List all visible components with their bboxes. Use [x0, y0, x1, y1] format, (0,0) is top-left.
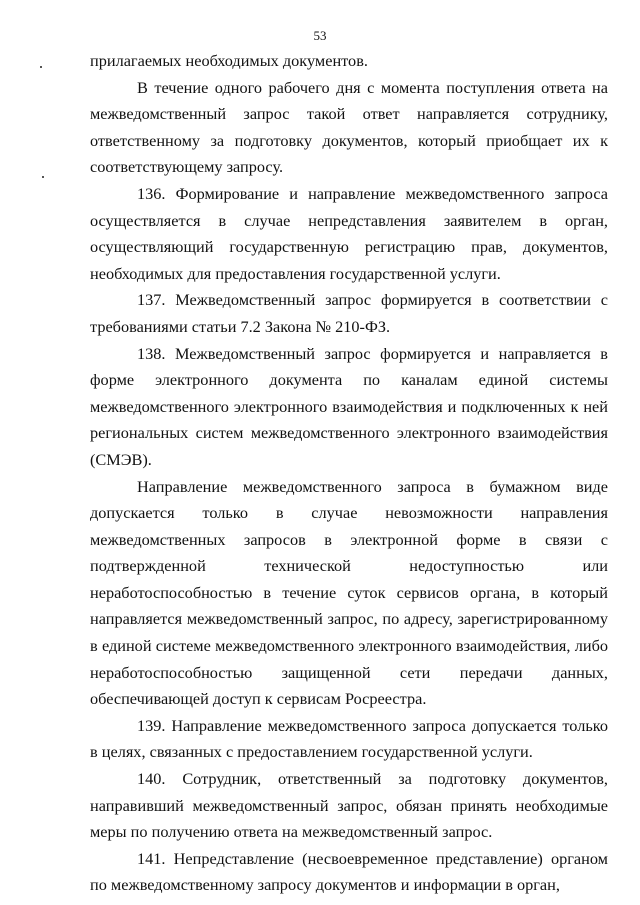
page-number: 53 — [313, 28, 327, 43]
paragraph-141: 141. Непредставление (несвоевременное представление) органом по межведомственному запросу документов и информации в орган, — [90, 848, 608, 895]
paragraph-139: 139. Направление межведомственного запроса допускается только в целях, связанных с предоставлением государственной услуги. — [90, 715, 608, 762]
scan-speck — [40, 66, 42, 68]
document-body — [90, 48, 608, 899]
paragraph: Направление межведомственного запроса в бумажном виде допускается только в случае невозможности направления межведомственных запросов в электронной форме в связи с подтвержденной технической недоступностью или неработоспособностью в течение суток сервисов органа, в который направляется межведомственный запрос, по адресу, зарегистрированному в единой системе межведомственного электронного взаимодействия, либо неработоспособностью защищенной сети передачи данных, обеспечивающей доступ к сервисам Росреестра. — [90, 476, 608, 709]
paragraph-137: 137. Межведомственный запрос формируется в соответствии с требованиями статьи 7.2 Закона № 210-ФЗ. — [90, 290, 608, 336]
paragraph-140: 140. Сотрудник, ответственный за подготовку документов, направивший межведомственный запрос, обязан принять необходимые меры по получению ответа на межведомственный запрос. — [90, 769, 608, 842]
paragraph-136: 136. Формирование и направление межведомственного запроса осуществляется в случае непредставления заявителем в орган, осуществляющий государственную регистрацию прав, документов, необходимых для предоставления государственной услуги. — [90, 183, 608, 283]
paragraph: В течение одного рабочего дня с момента поступления ответа на межведомственный запрос такой ответ направляется сотруднику, ответственному за подготовку документов, который приобщает их к соответствующему запросу. — [90, 77, 608, 177]
scan-speck — [42, 176, 44, 178]
paragraph-138: 138. Межведомственный запрос формируется и направляется в форме электронного документа по каналам единой системы межведомственного электронного взаимодействия и подключенных к ней региональных систем межведомственного электронного взаимодействия (СМЭВ). — [90, 343, 608, 469]
paragraph-continuation: прилагаемых необходимых документов. — [90, 51, 368, 70]
